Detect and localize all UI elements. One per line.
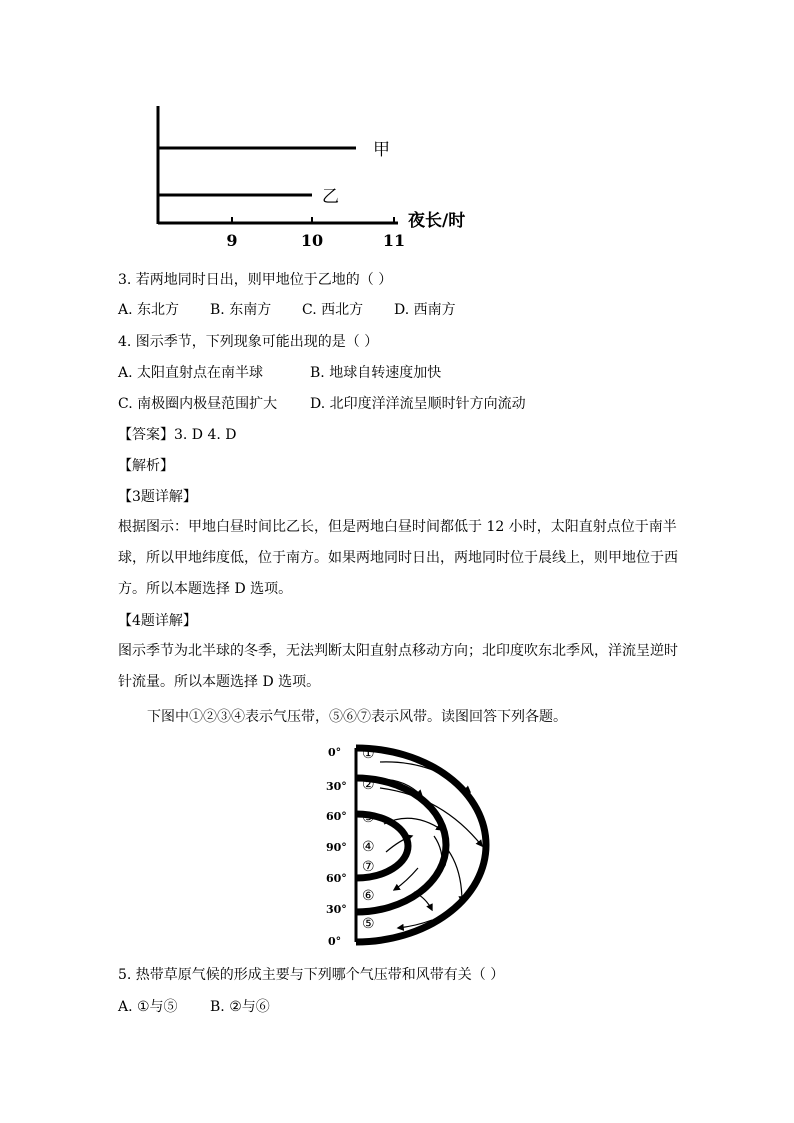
q3-stem: 3. 若两地同时日出，则甲地位于乙地的（ ） <box>118 272 393 288</box>
q4-option-b: B. 地球自转速度加快 <box>310 365 442 381</box>
intro-text: 下图中①②③④表示气压带，⑤⑥⑦表示风带。读图回答下列各题。 <box>147 709 567 725</box>
pressure-wind-belt-figure <box>322 740 502 950</box>
belt-label-5: ⑤ <box>362 916 375 932</box>
q3-option-d: D. 西南方 <box>394 302 456 318</box>
answer: 【答案】3. D 4. D <box>118 427 237 443</box>
belt-label-2: ② <box>362 777 375 793</box>
wind-arrow <box>394 868 418 890</box>
lat-label-0-bottom: 0° <box>328 935 342 948</box>
q3-option-c: C. 西北方 <box>302 302 364 318</box>
q4-option-a: A. 太阳直射点在南半球 <box>118 365 264 381</box>
lat-label-0-top: 0° <box>328 746 342 759</box>
belt-label-4: ④ <box>362 839 375 855</box>
lat-label-60-top: 60° <box>326 810 347 823</box>
lat-label-90: 90° <box>326 841 347 854</box>
q4-option-d: D. 北印度洋洋流呈顺时针方向流动 <box>310 396 526 412</box>
night-length-figure <box>140 98 480 250</box>
detail3-header: 【3题详解】 <box>118 489 197 505</box>
detail4-text: 图示季节为北半球的冬季，无法判断太阳直射点移动方向；北印度吹东北季风，洋流呈逆时针流量。所以本题选择 D 选项。 <box>118 643 678 690</box>
belt-label-1: ① <box>362 746 375 762</box>
detail4-header: 【4题详解】 <box>118 613 197 629</box>
belt-label-6: ⑥ <box>362 888 375 904</box>
q3-option-a: A. 东北方 <box>118 302 180 318</box>
q4-stem: 4. 图示季节，下列现象可能出现的是（ ） <box>118 334 379 350</box>
axis-label: 夜长/时 <box>408 211 466 231</box>
label-yi: 乙 <box>322 187 339 207</box>
label-jia: 甲 <box>373 140 390 160</box>
belt-label-3: ③ <box>362 810 375 826</box>
q3-option-b: B. 东南方 <box>210 302 272 318</box>
belt-label-7: ⑦ <box>362 859 375 875</box>
lat-label-60-bottom: 60° <box>326 872 347 885</box>
tick-label-10: 10 <box>300 231 324 250</box>
q4-option-c: C. 南极圈内极昼范围扩大 <box>118 396 278 412</box>
analysis-header: 【解析】 <box>118 458 174 474</box>
q5-option-a: A. ①与⑤ <box>118 999 178 1015</box>
tick-label-9: 9 <box>226 231 238 250</box>
lat-label-30-bottom: 30° <box>326 903 347 916</box>
q5-option-b: B. ②与⑥ <box>210 999 270 1015</box>
lat-label-30-top: 30° <box>326 780 347 793</box>
wind-arrow <box>448 850 462 902</box>
q5-stem: 5. 热带草原气候的形成主要与下列哪个气压带和风带有关（ ） <box>118 967 505 983</box>
detail3-text: 根据图示：甲地白昼时间比乙长，但是两地白昼时间都低于 12 小时，太阳直射点位于南半球，所以甲地纬度低，位于南方。如果两地同时日出，两地同时位于晨线上，则甲地位于西方。所以本题选择 D 选项。 <box>118 519 678 597</box>
tick-label-11: 11 <box>382 231 406 250</box>
